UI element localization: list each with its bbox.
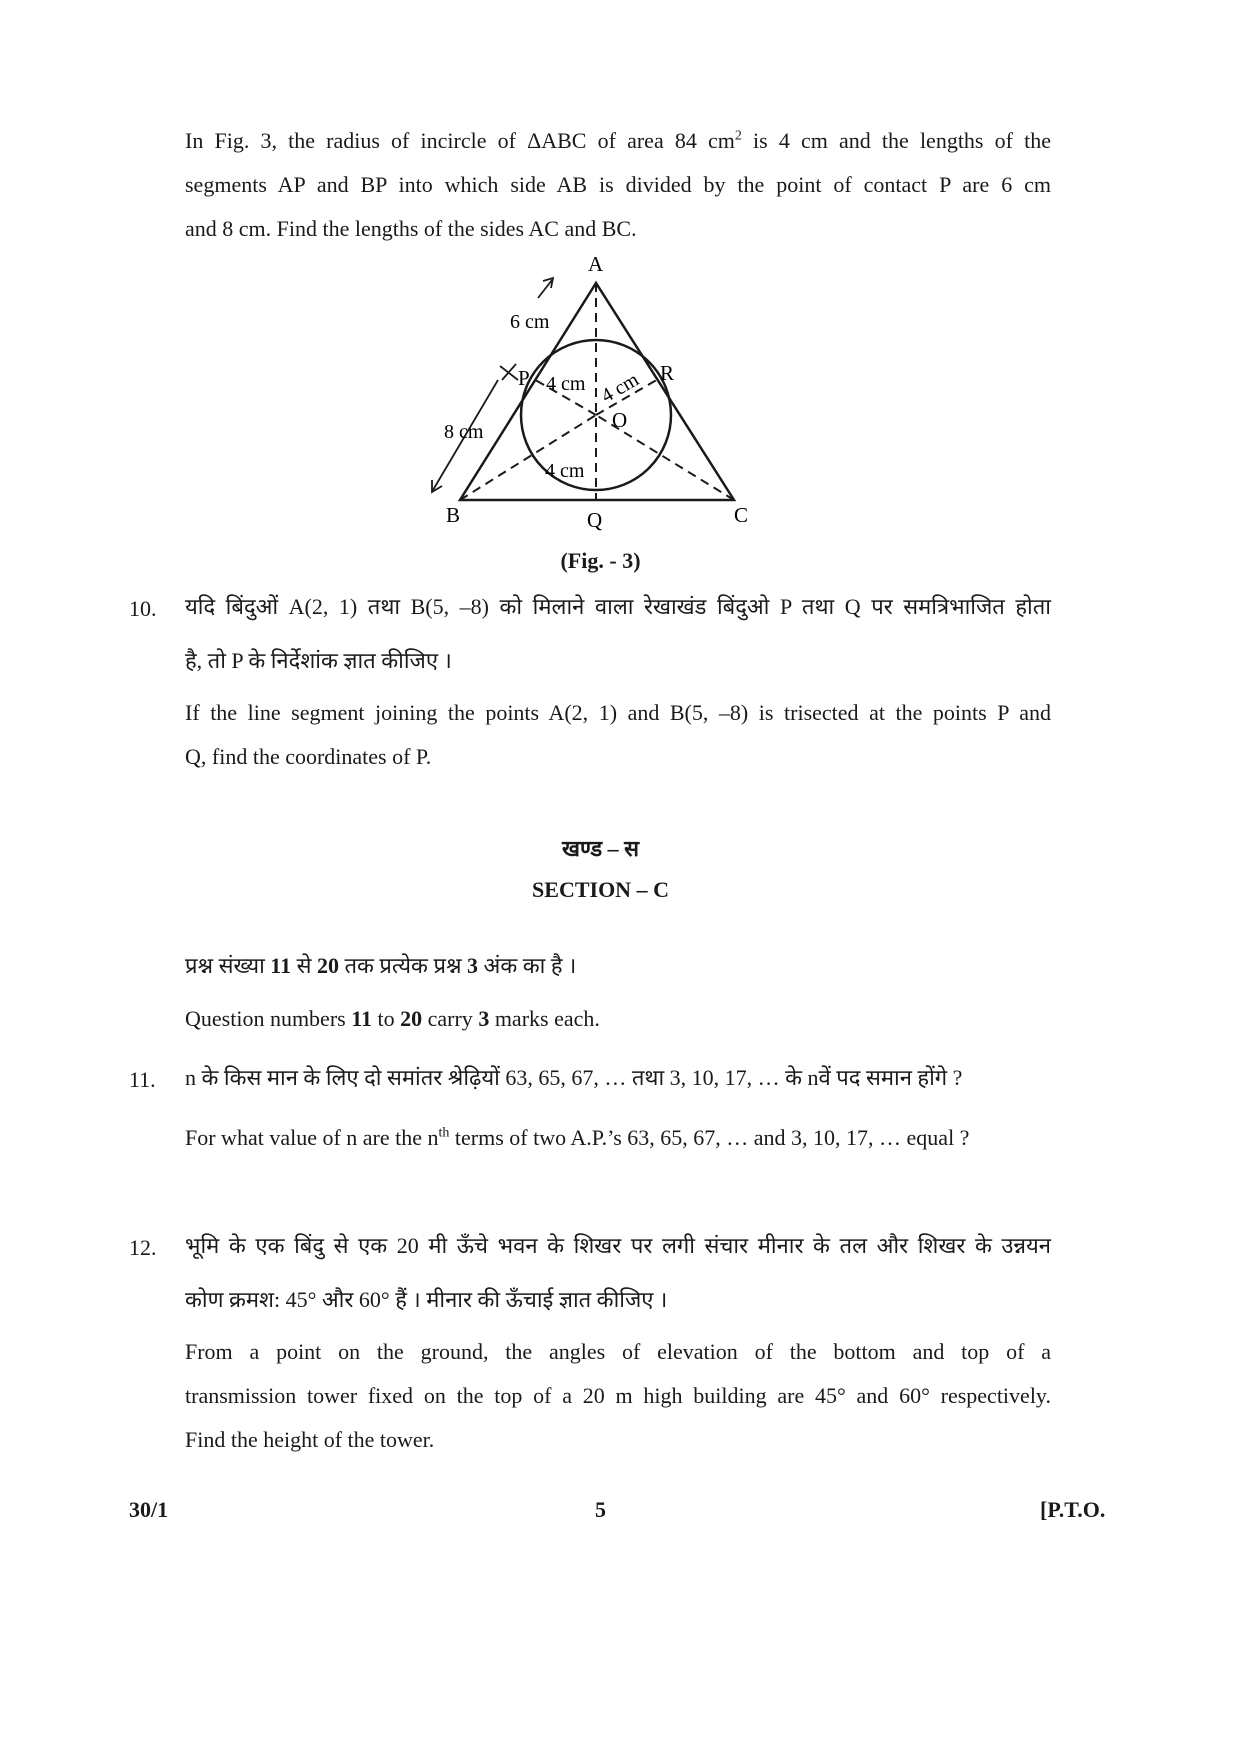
label-q: Q — [587, 508, 603, 532]
label-b: B — [446, 503, 461, 527]
q12-number: 12. — [129, 1235, 157, 1260]
label-p: P — [518, 366, 530, 390]
q12-english-line2: transmission tower fixed on the top of a 20 m high building are 45° and 60° respectively. — [185, 1383, 1051, 1408]
label-len-ap: 6 cm — [510, 311, 550, 333]
q11-number: 11. — [129, 1067, 156, 1092]
label-r-oq: 4 cm — [545, 460, 585, 482]
section-hindi-note: प्रश्न संख्या 11 से 20 तक प्रत्येक प्रश्न 3 अंक का है । — [185, 953, 577, 978]
q12-english-line1: From a point on the ground, the angles of elevation of the bottom and top of a — [185, 1339, 1051, 1364]
q11-hindi: n के किस मान के लिए दो समांतर श्रेढ़ियों 63, 65, 67, … तथा 3, 10, 17, … के nवें पद समान होंगे ? — [185, 1065, 963, 1090]
figure-caption: (Fig. - 3) — [560, 548, 641, 573]
figure-3 — [0, 0, 1241, 600]
footer-pto: [P.T.O. — [1040, 1497, 1106, 1522]
q12-english-line3: Find the height of the tower. — [185, 1427, 435, 1452]
q10-hindi-line2: है, तो P के निर्देशांक ज्ञात कीजिए । — [185, 648, 452, 673]
q12-hindi-line2: कोण क्रमश: 45° और 60° हैं । मीनार की ऊँचाई ज्ञात कीजिए । — [185, 1287, 668, 1312]
footer-paper-code: 30/1 — [129, 1497, 169, 1522]
label-a: A — [588, 252, 604, 276]
label-r: R — [660, 361, 675, 385]
q10-hindi-line1: यदि बिंदुओं A(2, 1) तथा B(5, –8) को मिलाने वाला रेखाखंड बिंदुओ P तथा Q पर समत्रिभाजित होता — [185, 594, 1051, 619]
label-o: O — [612, 408, 628, 432]
q11-english: For what value of n are the $n^{th}$ terms of two A.P.’s 63, 65, 67, … and 3, 10, 17, … equal ? — [185, 1125, 970, 1150]
q9-line3: and 8 cm. Find the lengths of the sides AC and BC. — [185, 216, 637, 241]
section-hindi-title: खण्ड – स — [561, 836, 640, 861]
q9-line1: In Fig. 3, the radius of incircle of ΔABC of area 84 $cm^2$ is 4 cm and the lengths of the — [185, 128, 1051, 153]
label-len-bp: 8 cm — [444, 421, 484, 443]
section-english-note: Question numbers 11 to 20 carry 3 marks each. — [185, 1006, 600, 1031]
label-c: C — [734, 503, 749, 527]
footer-page-number: 5 — [595, 1497, 606, 1522]
q10-english-line1: If the line segment joining the points A(2, 1) and B(5, –8) is trisected at the points P and — [185, 700, 1051, 725]
q9-line2: segments AP and BP into which side AB is divided by the point of contact P are 6 cm — [185, 172, 1051, 197]
q12-hindi-line1: भूमि के एक बिंदु से एक 20 मी ऊँचे भवन के शिखर पर लगी संचार मीनार के तल और शिखर के उन्नयन — [185, 1233, 1051, 1258]
section-english-title: SECTION – C — [532, 877, 669, 902]
q10-english-line2: Q, find the coordinates of P. — [185, 744, 432, 769]
label-r-or: 4 cm — [597, 368, 643, 408]
q10-number: 10. — [129, 596, 157, 621]
arrow-up-line — [538, 280, 552, 298]
label-r-op: 4 cm — [546, 373, 586, 395]
